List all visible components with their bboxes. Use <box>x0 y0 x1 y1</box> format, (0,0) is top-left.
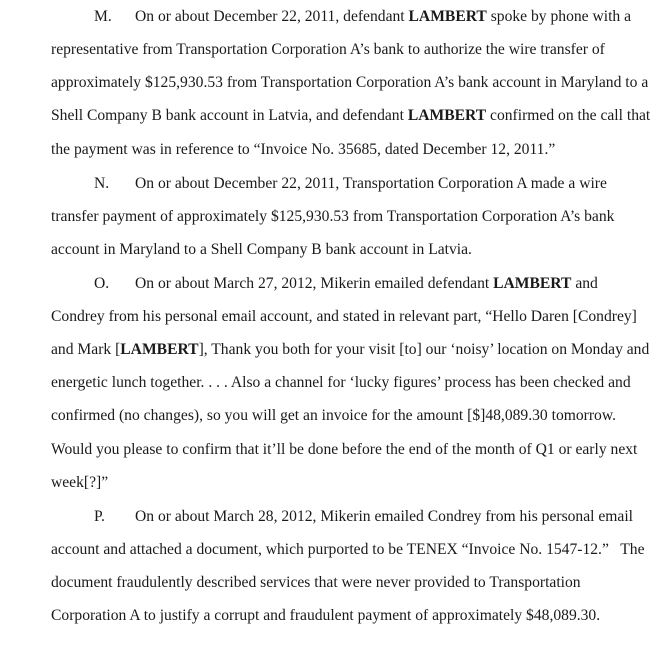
paragraph-m-line-1: M. On or about December 22, 2011, defendant LAMBERT spoke by phone with a <box>94 8 632 25</box>
paragraph-m-line-3: approximately $125,930.53 from Transportation Corporation A’s bank account in Maryland to a <box>51 74 649 91</box>
paragraph-o-line-4: energetic lunch together. . . . Also a channel for ‘lucky figures’ process has been checked and <box>51 374 631 391</box>
paragraph-m-line-4: Shell Company B bank account in Latvia, and defendant LAMBERT confirmed on the call that <box>51 107 651 124</box>
paragraph-o-line-6: Would you please to confirm that it’ll be done before the end of the month of Q1 or early next <box>51 441 638 458</box>
paragraph-p-line-4: Corporation A to justify a corrupt and fraudulent payment of approximately $48,089.30. <box>51 607 601 624</box>
paragraph-o-line-3: and Mark [LAMBERT], Thank you both for your visit [to] our ‘noisy’ location on Monday and <box>51 341 650 358</box>
paragraph-o-line-1: O. On or about March 27, 2012, Mikerin emailed defendant LAMBERT and <box>94 275 598 292</box>
paragraph-n-line-3: account in Maryland to a Shell Company B bank account in Latvia. <box>51 241 472 258</box>
paragraph-p-line-2: account and attached a document, which purported to be TENEX “Invoice No. 1547-12.” The <box>51 541 645 558</box>
paragraph-m-label: M. <box>94 8 112 25</box>
name-emphasis: LAMBERT <box>408 8 487 25</box>
paragraph-m-line-2: representative from Transportation Corporation A’s bank to authorize the wire transfer of <box>51 41 605 58</box>
paragraph-p-label: P. <box>94 508 105 525</box>
paragraph-n-line-1: N. On or about December 22, 2011, Transportation Corporation A made a wire <box>94 175 607 192</box>
paragraph-m-line-5: the payment was in reference to “Invoice No. 35685, dated December 12, 2011.” <box>51 141 556 158</box>
paragraph-n-label: N. <box>94 175 110 192</box>
name-emphasis: LAMBERT <box>493 275 572 292</box>
paragraph-o-line-7: week[?]” <box>51 474 109 491</box>
paragraph-o-line-2: Condrey from his personal email account, and stated in relevant part, “Hello Daren [Condrey] <box>51 308 637 325</box>
paragraph-o-line-5: confirmed (no changes), so you will get an invoice for the amount [$]48,089.30 tomorrow. <box>51 407 616 424</box>
name-emphasis: LAMBERT <box>120 341 199 358</box>
name-emphasis: LAMBERT <box>407 107 487 124</box>
paragraph-p-line-1: P. On or about March 28, 2012, Mikerin emailed Condrey from his personal email <box>94 508 634 525</box>
paragraph-o-label: O. <box>94 275 110 292</box>
paragraph-p-line-3: document fraudulently described services that were never provided to Transportation <box>51 574 581 591</box>
paragraph-n-line-2: transfer payment of approximately $125,930.53 from Transportation Corporation A’s bank <box>51 208 615 225</box>
